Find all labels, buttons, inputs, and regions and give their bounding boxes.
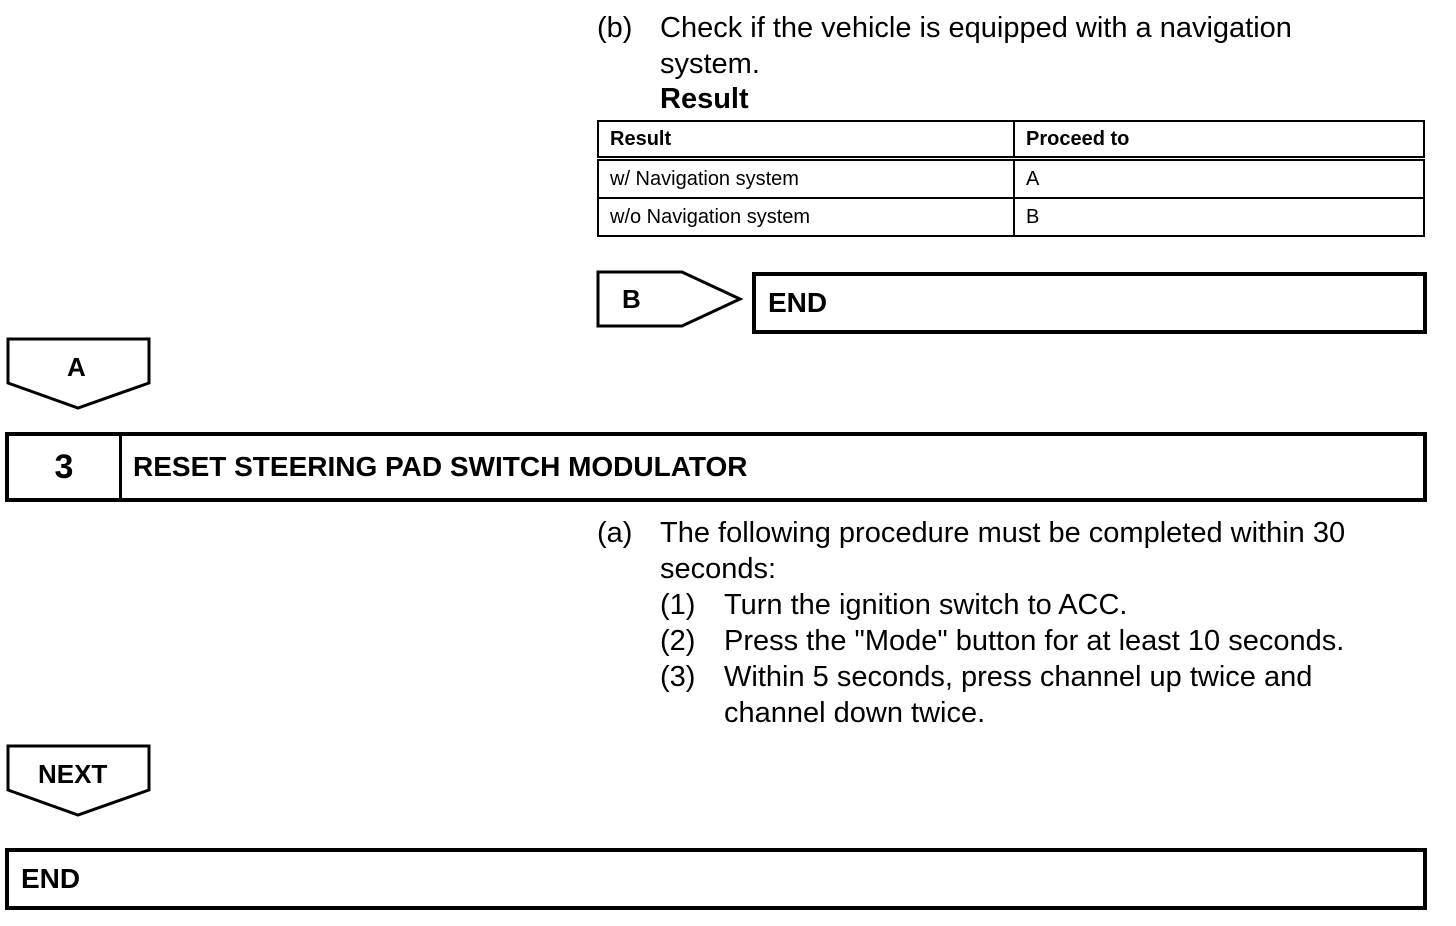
table-cell-proceed: B <box>1014 198 1424 236</box>
substep-text: Press the "Mode" button for at least 10 seconds. <box>724 625 1345 657</box>
substep-number: (3) <box>660 661 696 693</box>
substep-text: Within 5 seconds, press channel up twice and <box>724 661 1313 693</box>
step-b-text-line1: Check if the vehicle is equipped with a navigation <box>660 12 1292 44</box>
substep-number: (2) <box>660 625 696 657</box>
final-end-box <box>5 848 1427 910</box>
branch-b-arrow-shape <box>598 272 740 326</box>
step-b-text-line2: system. <box>660 48 760 80</box>
table-header-proceed-to: Proceed to <box>1014 121 1424 159</box>
table-cell-result: w/ Navigation system <box>598 159 1014 199</box>
table-row <box>598 159 1424 199</box>
result-table <box>597 120 1425 237</box>
branch-a-tag-label: A <box>67 352 86 382</box>
branch-b-tag-label: B <box>622 284 641 314</box>
final-end-label: END <box>21 863 81 894</box>
branch-b-end-label: END <box>768 287 828 318</box>
table-cell-proceed: A <box>1014 159 1424 199</box>
next-tag-label: NEXT <box>38 759 108 789</box>
next-tag[interactable] <box>6 744 152 818</box>
table-row <box>598 198 1424 236</box>
branch-a-tag[interactable] <box>6 337 152 411</box>
step-a-label: (a) <box>597 517 633 549</box>
step-a-text-line2: seconds: <box>660 553 777 585</box>
step3-title: RESET STEERING PAD SWITCH MODULATOR <box>133 451 748 482</box>
substep-number: (1) <box>660 589 696 621</box>
step3-header <box>5 432 1427 502</box>
step3-number: 3 <box>54 448 74 486</box>
substep-text: Turn the ignition switch to ACC. <box>724 589 1128 621</box>
result-heading: Result <box>660 83 749 115</box>
step-a-text-line1: The following procedure must be completed within 30 <box>660 517 1346 549</box>
branch-b-end-box <box>752 272 1427 334</box>
table-header-row <box>598 121 1424 159</box>
table-header-result: Result <box>598 121 1014 159</box>
step-b-label: (b) <box>597 12 633 44</box>
substep-text-continued: channel down twice. <box>724 697 986 729</box>
step3-divider <box>119 436 122 498</box>
table-cell-result: w/o Navigation system <box>598 198 1014 236</box>
branch-b-tag[interactable] <box>596 270 746 328</box>
